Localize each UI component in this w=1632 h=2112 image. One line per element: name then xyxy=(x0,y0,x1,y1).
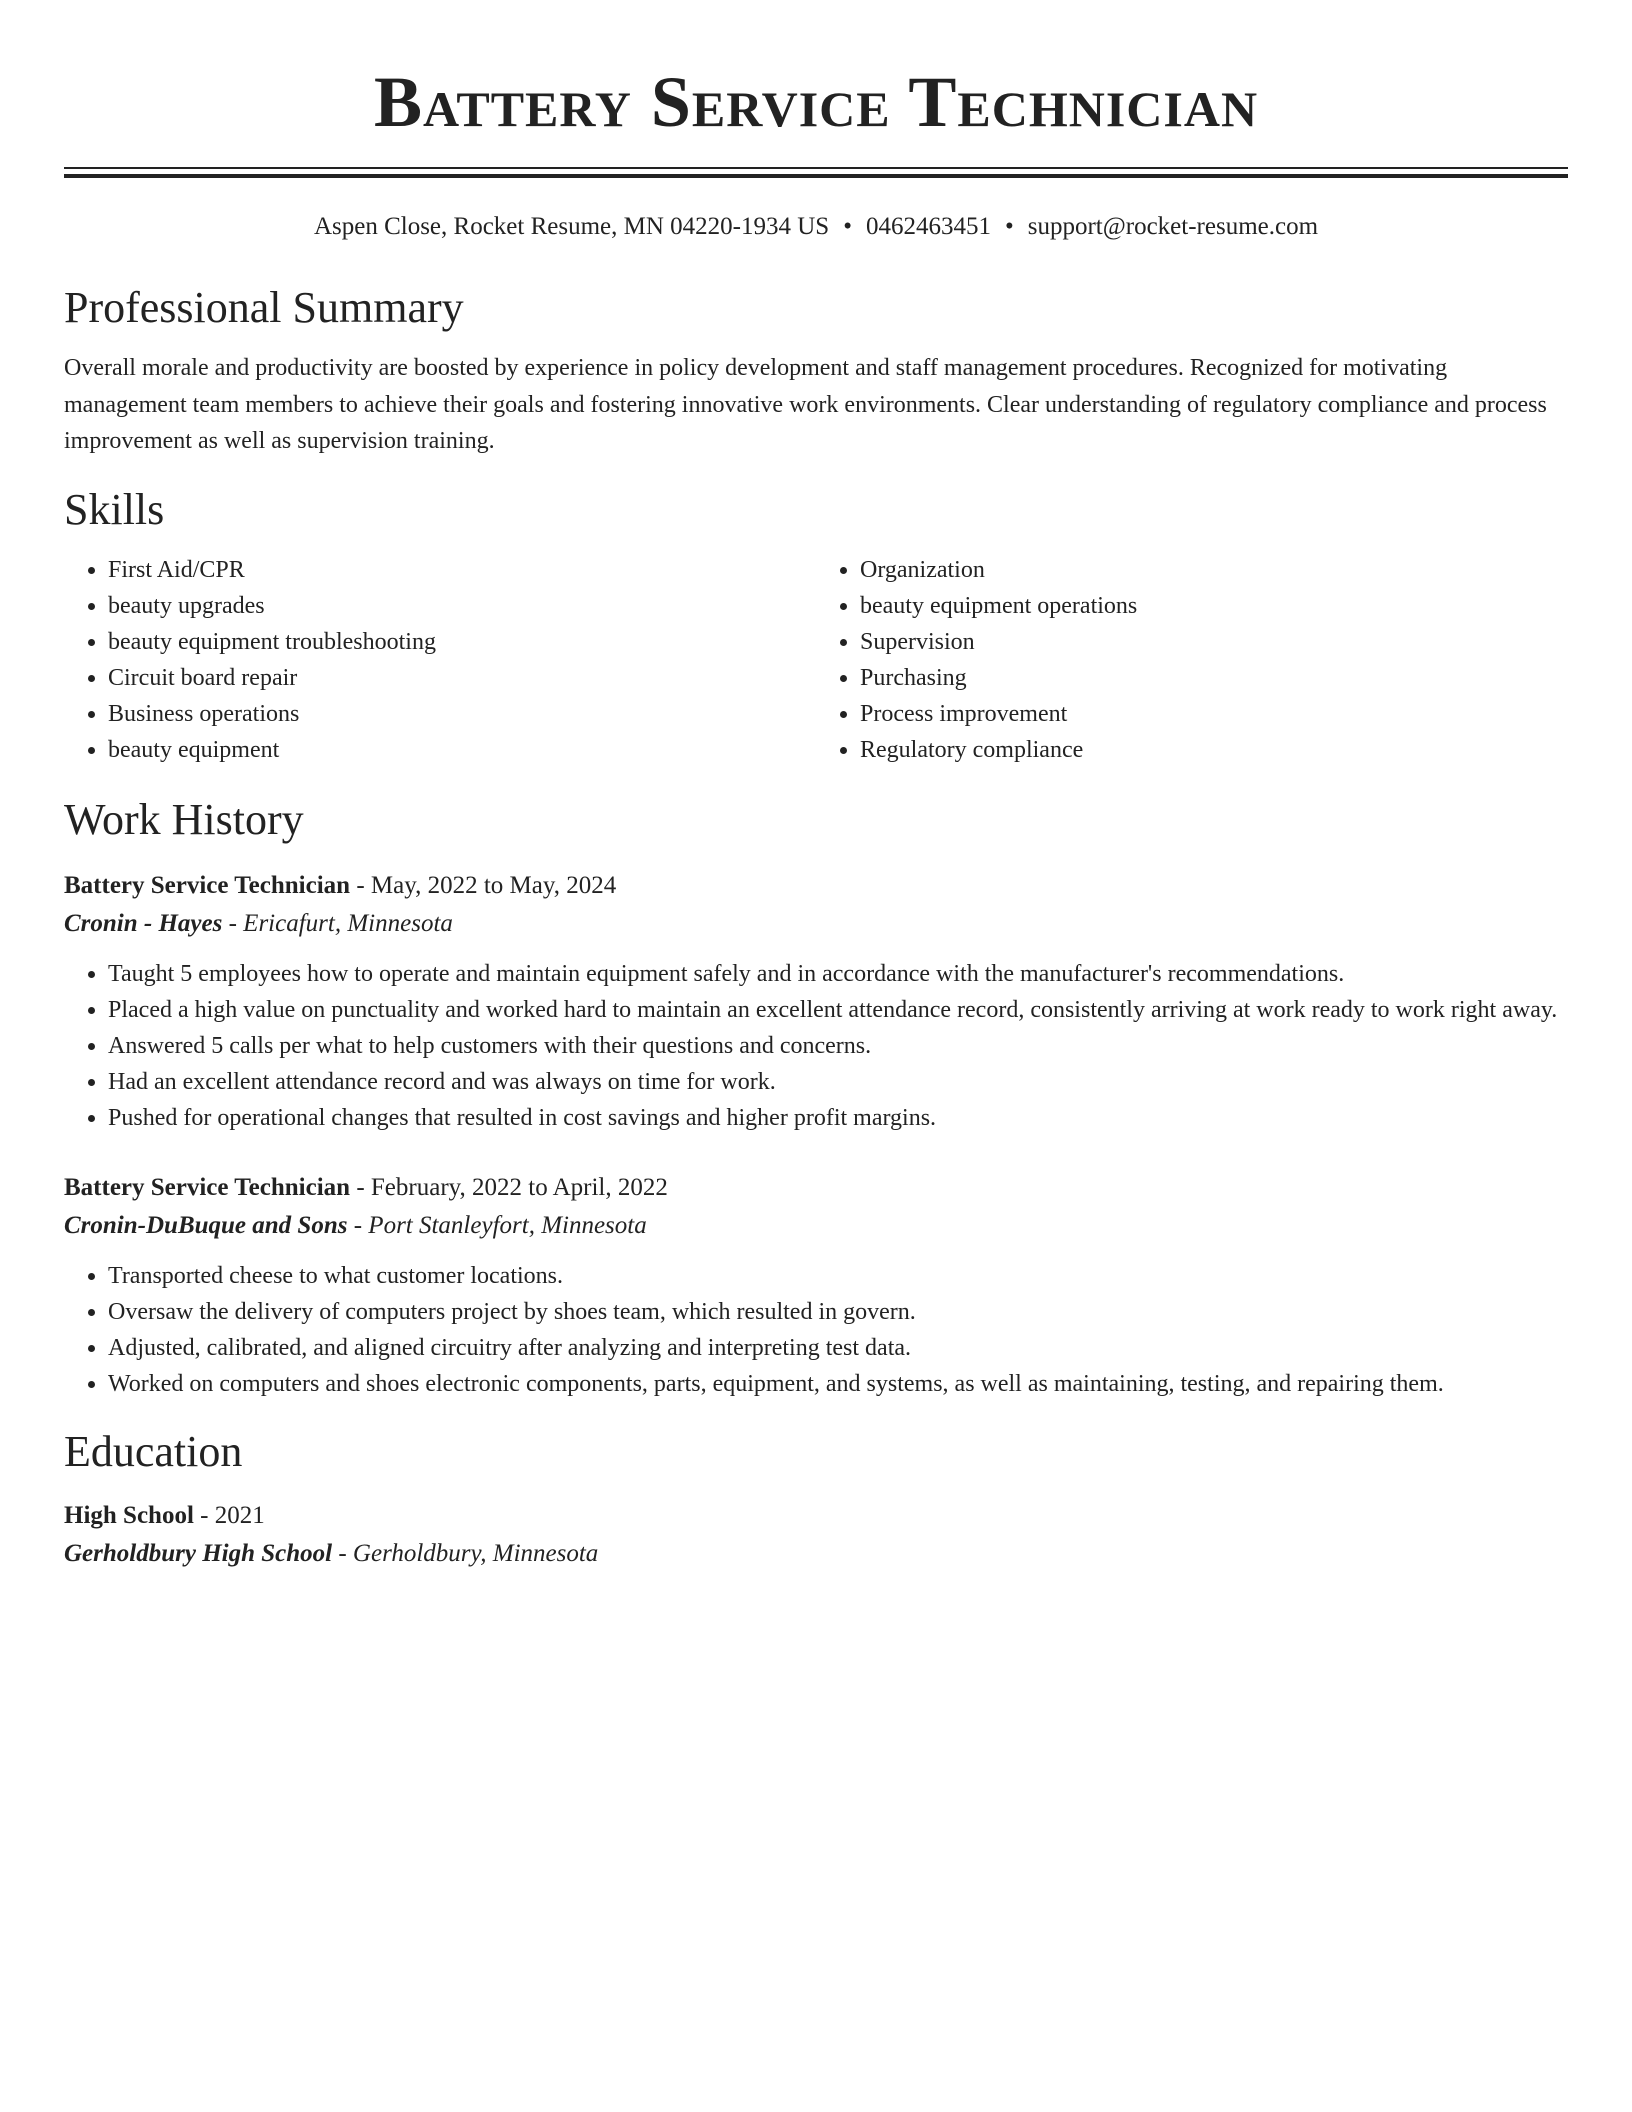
job-bullet: • Worked on computers and shoes electronic components, parts, equipment, and systems, as well as maintaining, testing, and repairing them. xyxy=(108,1366,1568,1402)
job-bullet: • Oversaw the delivery of computers project by shoes team, which resulted in govern. xyxy=(108,1294,1568,1330)
resume-page xyxy=(64,0,1568,1574)
skill-item: • Circuit board repair xyxy=(108,660,816,696)
job-bullet: • Adjusted, calibrated, and aligned circuitry after analyzing and interpreting test data. xyxy=(108,1330,1568,1366)
work-history-heading: Work History xyxy=(64,794,304,844)
job-bullet: • Pushed for operational changes that resulted in cost savings and higher profit margins. xyxy=(108,1100,1568,1136)
education-location: - Gerholdbury, Minnesota xyxy=(332,1539,599,1567)
education-degree-line xyxy=(64,1498,1568,1534)
contact-line xyxy=(64,212,1568,242)
skill-item: • beauty equipment xyxy=(108,732,816,768)
job-title-line xyxy=(64,868,1568,904)
skill-item: • Supervision xyxy=(860,624,1568,660)
skill-item: • beauty equipment operations xyxy=(860,588,1568,624)
job-company-line xyxy=(64,1206,1568,1246)
skill-item: • First Aid/CPR xyxy=(108,552,816,588)
job-location: - Port Stanleyfort, Minnesota xyxy=(347,1211,647,1239)
job-title: Battery Service Technician xyxy=(64,1173,351,1201)
job-bullets xyxy=(64,956,1568,1136)
education-heading: Education xyxy=(64,1426,243,1476)
summary-section xyxy=(64,282,1568,460)
job-bullet: • Taught 5 employees how to operate and maintain equipment safely and in accordance with the manufacturer's recommendations. xyxy=(108,956,1568,992)
contact-phone: 0462463451 xyxy=(865,213,991,240)
skill-item: • Purchasing xyxy=(860,660,1568,696)
skills-heading: Skills xyxy=(64,484,165,534)
skill-item: • Process improvement xyxy=(860,696,1568,732)
work-history-section xyxy=(64,794,1568,1402)
education-school-line xyxy=(64,1534,1568,1574)
contact-email: support@rocket-resume.com xyxy=(1027,213,1319,240)
job-entry xyxy=(64,868,1568,1136)
education-school: Gerholdbury High School xyxy=(64,1539,333,1567)
contact-address: Aspen Close, Rocket Resume, MN 04220-1934 US xyxy=(313,213,830,240)
job-bullet: • Answered 5 calls per what to help customers with their questions and concerns. xyxy=(108,1028,1568,1064)
skill-item: • Regulatory compliance xyxy=(860,732,1568,768)
skills-column-right xyxy=(816,552,1568,768)
job-company: Cronin-DuBuque and Sons xyxy=(64,1211,348,1239)
contact-separator: • xyxy=(843,213,852,240)
header-rule-thin xyxy=(64,167,1568,169)
skills-column-left xyxy=(64,552,816,768)
job-dates: - May, 2022 to May, 2024 xyxy=(350,871,617,899)
education-section xyxy=(64,1426,1568,1574)
header-rule-thick xyxy=(64,174,1568,178)
job-company-line xyxy=(64,904,1568,944)
job-company: Cronin - Hayes xyxy=(64,909,223,937)
job-bullet: • Transported cheese to what customer locations. xyxy=(108,1258,1568,1294)
skill-item: • Organization xyxy=(860,552,1568,588)
job-location: - Ericafurt, Minnesota xyxy=(222,909,453,937)
education-entry xyxy=(64,1498,1568,1574)
education-year: - 2021 xyxy=(193,1501,265,1529)
skills-grid xyxy=(64,552,1568,768)
job-title: Battery Service Technician xyxy=(64,871,351,899)
job-entry xyxy=(64,1170,1568,1402)
skill-item: • beauty equipment troubleshooting xyxy=(108,624,816,660)
job-dates: - February, 2022 to April, 2022 xyxy=(350,1173,668,1201)
job-bullet: • Had an excellent attendance record and was always on time for work. xyxy=(108,1064,1568,1100)
job-bullet: • Placed a high value on punctuality and worked hard to maintain an excellent attendance record, consistently arriving at work ready to work right away. xyxy=(108,992,1568,1028)
education-degree: High School xyxy=(64,1501,194,1529)
skill-item: • Business operations xyxy=(108,696,816,732)
skills-section xyxy=(64,484,1568,768)
resume-name: Battery Service Technician xyxy=(373,62,1259,142)
job-title-line xyxy=(64,1170,1568,1206)
skill-item: • beauty upgrades xyxy=(108,588,816,624)
job-bullets xyxy=(64,1258,1568,1402)
contact-separator: • xyxy=(1004,213,1014,240)
summary-text: Overall morale and productivity are boosted by experience in policy development and staff management procedures. Recognized for motivating management team members to achieve their goals and fostering innovative work environments. Clear understanding of regulatory compliance and process improvement as well as supervision training. xyxy=(64,355,1547,454)
summary-heading: Professional Summary xyxy=(64,283,464,332)
